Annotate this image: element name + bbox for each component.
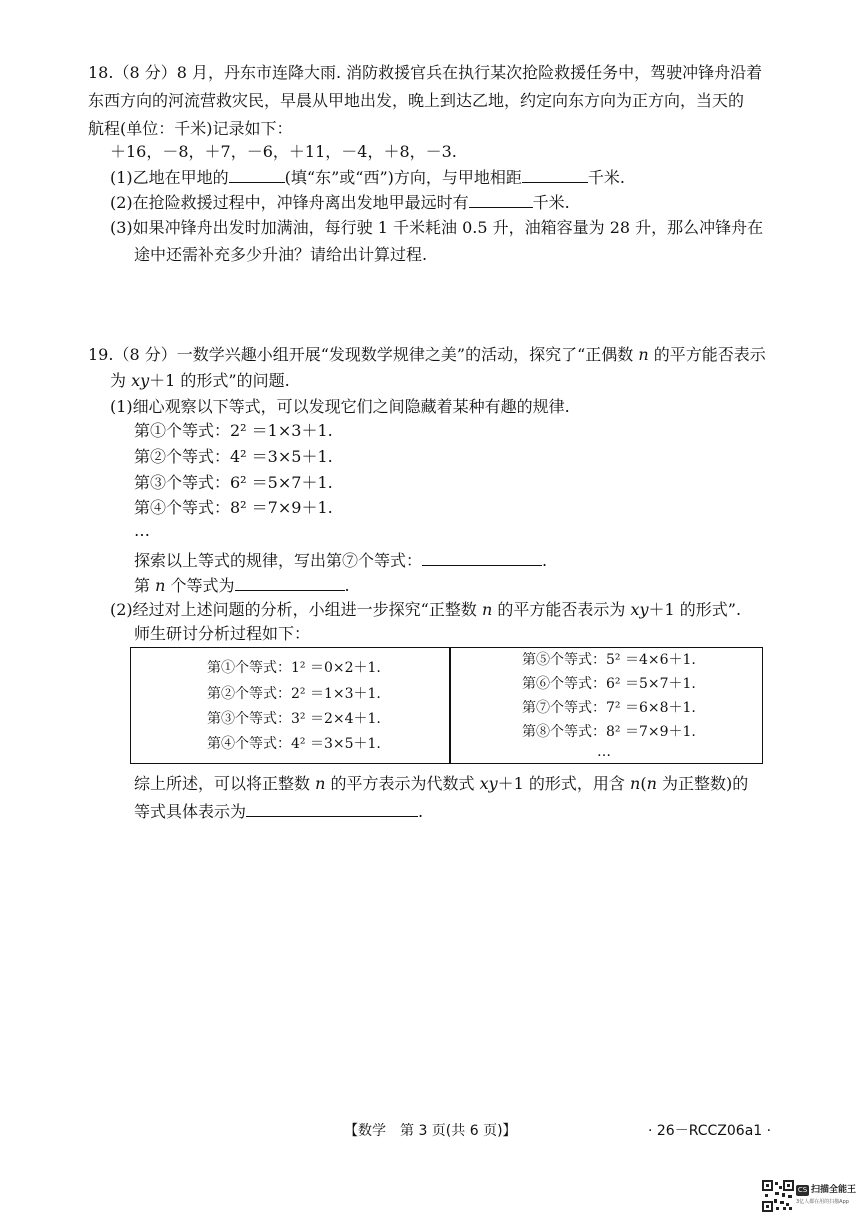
q18-part3-line1: (3)如果冲锋舟出发时加满油，每行驶 1 千米耗油 0.5 升，油箱容量为 28 升，那么冲锋舟在 bbox=[110, 218, 764, 237]
footer-code: · 26－RCCZ06a1 · bbox=[648, 1123, 772, 1139]
scanner-brand-tagline: 3亿人都在用的扫描App bbox=[796, 1199, 849, 1205]
table-left-row-4: 第④个等式：4² ＝3×5＋1. bbox=[207, 736, 381, 752]
q19-equation-2: 第②个等式：4² ＝3×5＋1. bbox=[134, 447, 333, 466]
table-right-row-2: 第⑥个等式：6² ＝5×7＋1. bbox=[522, 676, 696, 692]
table-right-row-1: 第⑤个等式：5² ＝4×6＋1. bbox=[522, 652, 696, 668]
table-left-row-1: 第①个等式：1² ＝0×2＋1. bbox=[207, 660, 381, 676]
q19-line1: 19.（8 分）一数学兴趣小组开展“发现数学规律之美”的活动，探究了“正偶数 n 的平方能否表示 bbox=[88, 345, 766, 364]
q18-line3: 航程(单位：千米)记录如下： bbox=[88, 119, 293, 138]
answer-blank-farthest[interactable] bbox=[469, 189, 533, 208]
q18-line2: 东西方向的河流营救灾民，早晨从甲地出发，晚上到达乙地，约定向东方向为正方向，当天的 bbox=[88, 91, 745, 110]
q19-ellipsis: … bbox=[134, 521, 150, 540]
q19-equation-4: 第④个等式：8² ＝7×9＋1. bbox=[134, 498, 333, 517]
table-right-row-4: 第⑧个等式：8² ＝7×9＋1. bbox=[522, 724, 696, 740]
answer-blank-direction[interactable] bbox=[229, 164, 285, 183]
q19-part1-intro: (1)细心观察以下等式，可以发现它们之间隐藏着某种有趣的规律. bbox=[110, 397, 570, 416]
q18-part2: (2)在抢险救援过程中，冲锋舟离出发地甲最远时有 千米. bbox=[110, 189, 570, 216]
table-divider bbox=[449, 648, 451, 763]
qr-code-icon bbox=[762, 1180, 794, 1212]
q18-line1: 18.（8 分）8 月，丹东市连降大雨. 消防救援官兵在执行某次抢险救援任务中，驾驶冲锋舟沿着 bbox=[88, 63, 763, 82]
q18-part1: (1)乙地在甲地的 (填“东”或“西”)方向，与甲地相距 千米. bbox=[110, 164, 625, 191]
q19-nth-line: 第 n 个等式为 . bbox=[134, 572, 350, 599]
q19-summary-line1: 综上所述，可以将正整数 n 的平方表示为代数式 xy＋1 的形式，用含 n(n 为正整数)的 bbox=[134, 774, 749, 793]
footer-page-label: 【数学 第 3 页(共 6 页)】 bbox=[344, 1123, 517, 1139]
q19-summary-line2: 等式具体表示为 . bbox=[134, 798, 423, 825]
q18-part3-line2: 途中还需补充多少升油？请给出计算过程. bbox=[134, 245, 428, 264]
q19-part2-line: (2)经过对上述问题的分析，小组进一步探究“正整数 n 的平方能否表示为 xy＋1 的形式”. bbox=[110, 600, 742, 619]
scanner-brand bbox=[796, 1183, 857, 1209]
answer-blank-general-equation[interactable] bbox=[246, 798, 418, 817]
q19-equation-1: 第①个等式：2² ＝1×3＋1. bbox=[134, 421, 333, 440]
analysis-table bbox=[130, 647, 763, 764]
q18-data-line: ＋16，－8，＋7，－6，＋11，－4，＋8，－3. bbox=[110, 142, 457, 161]
q19-explore-line: 探索以上等式的规律，写出第⑦个等式： . bbox=[134, 547, 547, 574]
q19-equation-3: 第③个等式：6² ＝5×7＋1. bbox=[134, 473, 333, 492]
table-left-row-2: 第②个等式：2² ＝1×3＋1. bbox=[207, 686, 381, 702]
q19-line2: 为 xy＋1 的形式”的问题. bbox=[110, 371, 290, 390]
answer-blank-distance[interactable] bbox=[522, 164, 588, 183]
table-right-row-3: 第⑦个等式：7² ＝6×8＋1. bbox=[522, 700, 696, 716]
q19-discussion-line: 师生研讨分析过程如下： bbox=[134, 624, 311, 643]
scanner-badge-icon: CS bbox=[797, 1186, 808, 1194]
scanner-brand-name: 扫描全能王 bbox=[811, 1185, 857, 1195]
answer-blank-nth-equation[interactable] bbox=[235, 572, 345, 591]
answer-blank-7th-equation[interactable] bbox=[422, 547, 542, 566]
table-right-ellipsis: … bbox=[597, 744, 611, 760]
table-left-row-3: 第③个等式：3² ＝2×4＋1. bbox=[207, 711, 381, 727]
